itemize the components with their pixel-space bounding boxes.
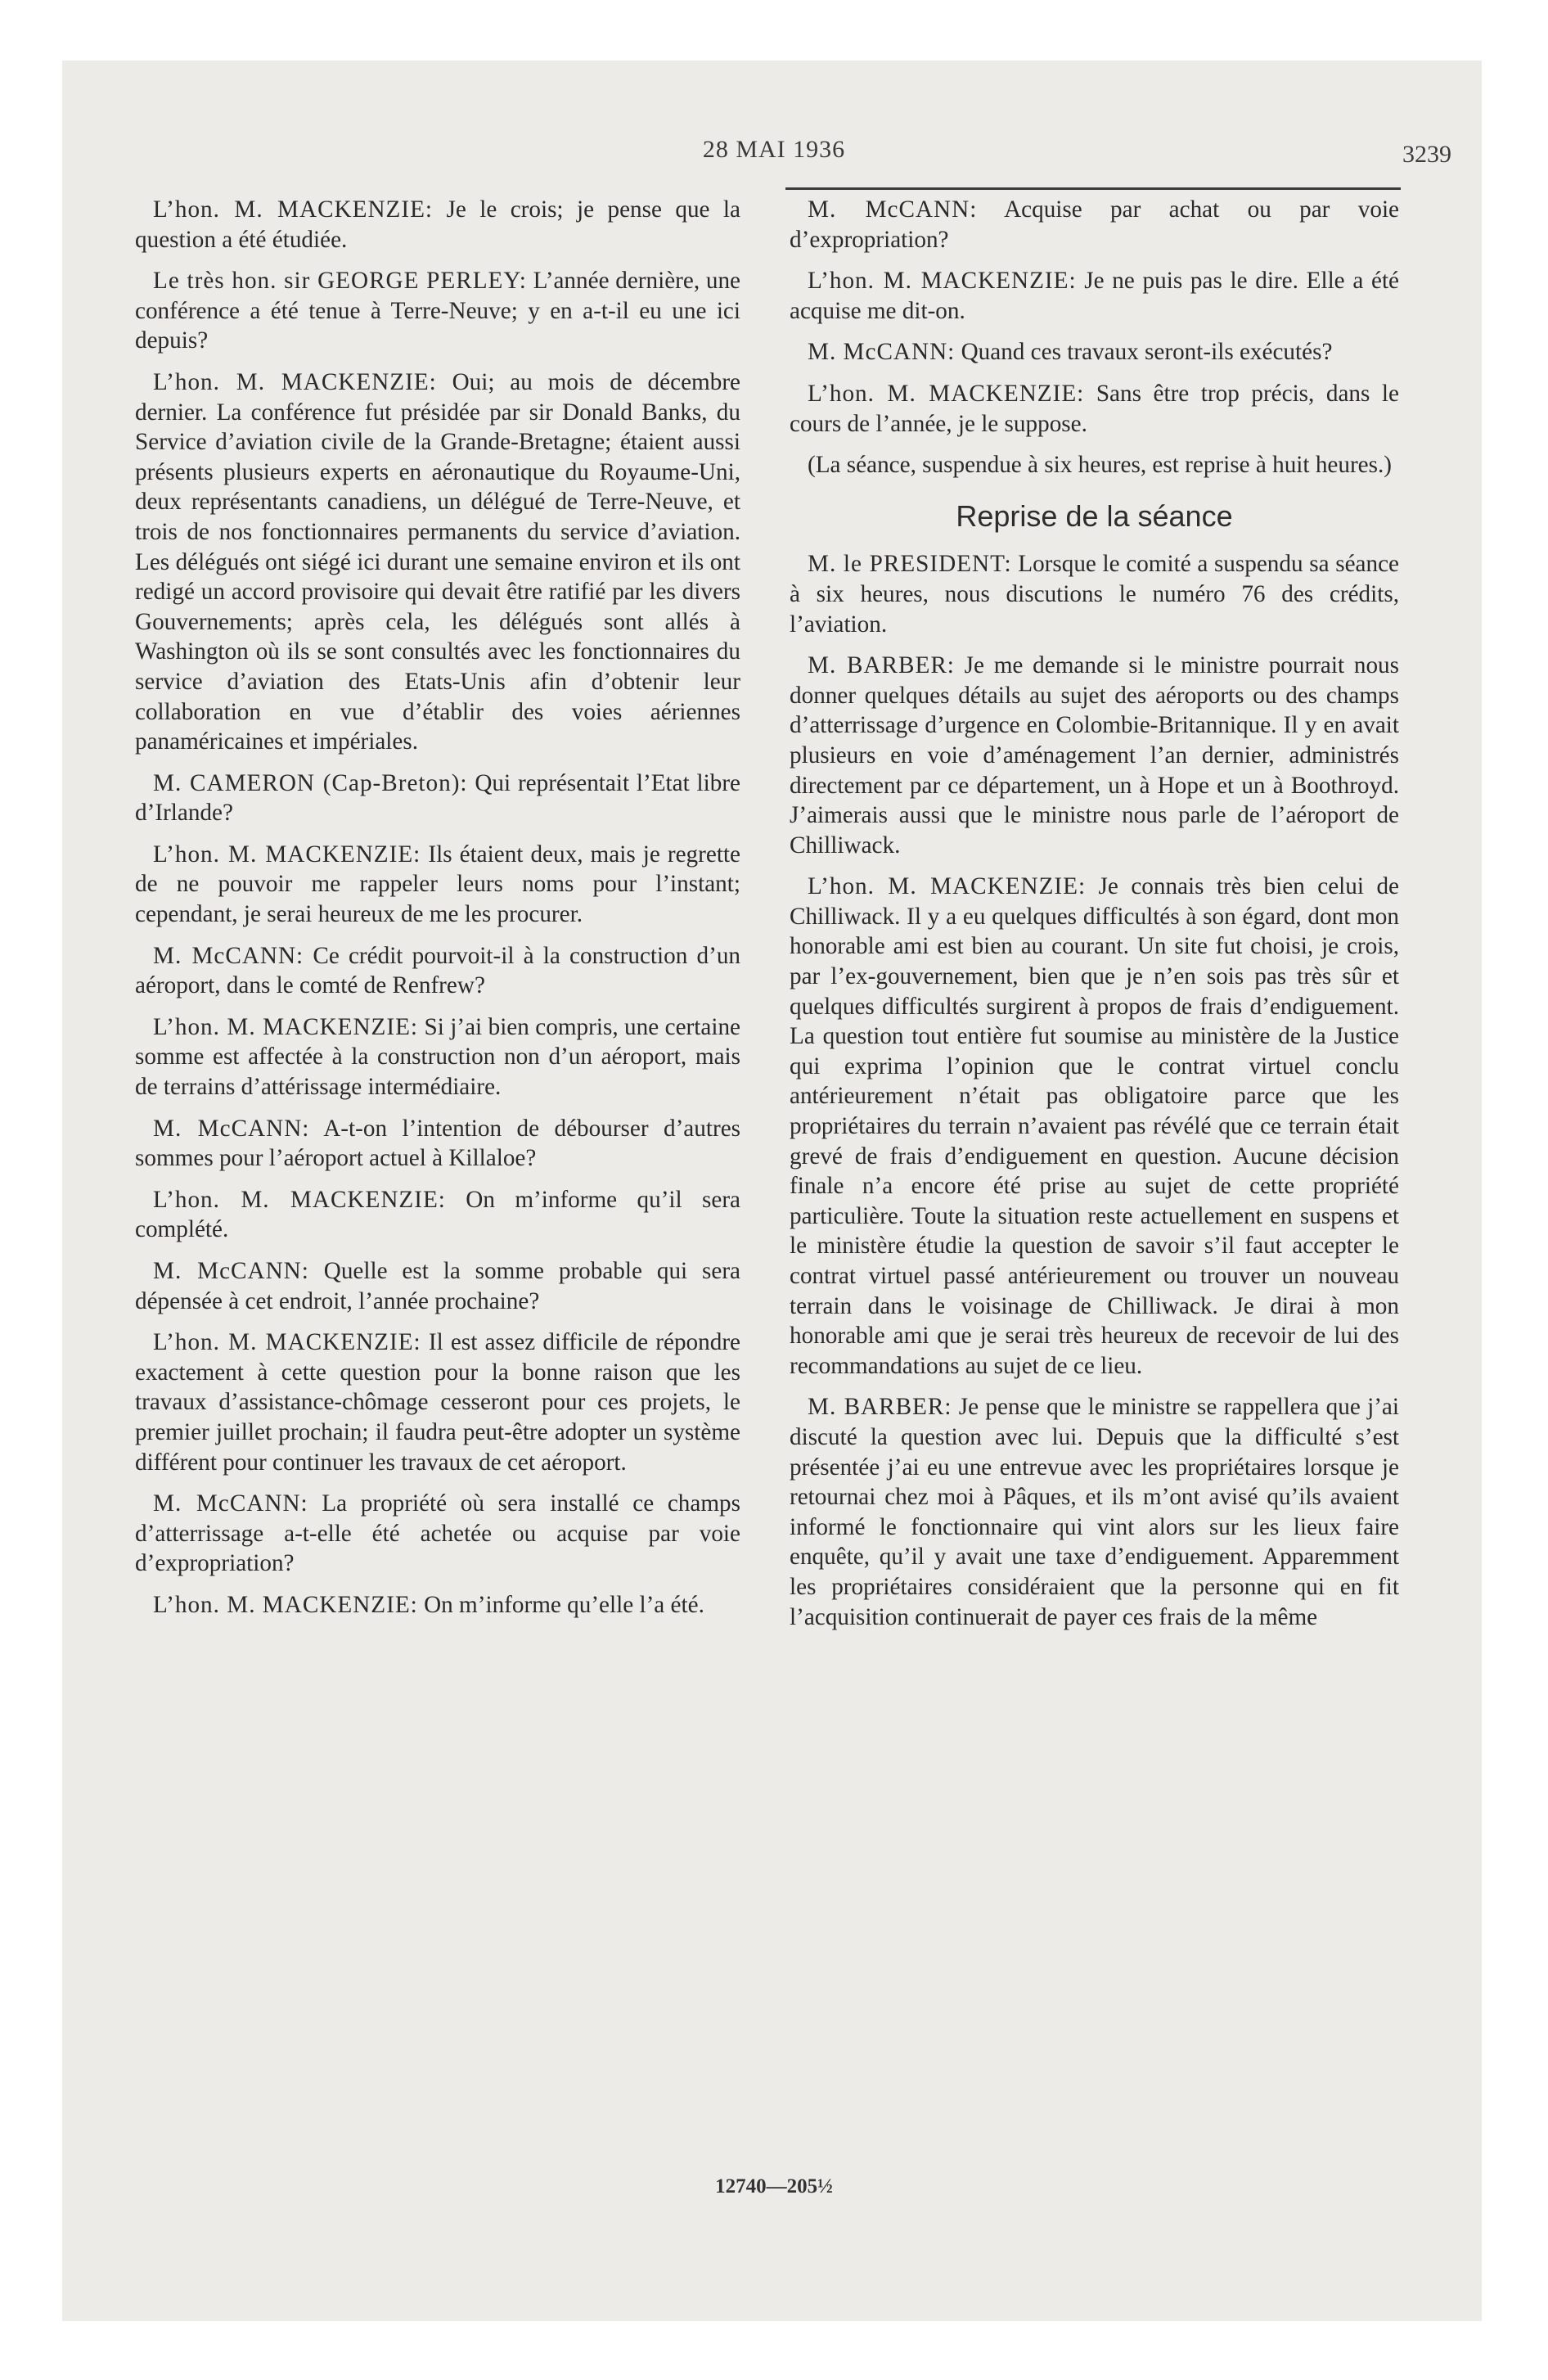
paragraph-text: Je ne puis pas le dire. Elle a été acquise me dit-on.	[790, 268, 1400, 324]
speaker: M. McCANN:	[808, 196, 978, 223]
paragraph	[135, 367, 740, 757]
speaker: L’hon. M. MACKENZIE:	[808, 873, 1087, 900]
speaker: L’hon. M. MACKENZIE:	[153, 1329, 421, 1356]
speaker: L’hon. M. MACKENZIE:	[153, 841, 421, 868]
paragraph	[135, 1185, 740, 1245]
paragraph	[135, 941, 740, 1001]
paragraph	[135, 1489, 740, 1579]
paragraph-text: La propriété où sera installé ce champs d’atterrissage a-t-elle été achetée ou acquise par voie d’expropriation?	[135, 1490, 740, 1577]
paragraph	[135, 840, 740, 930]
speaker: L’hon. M. MACKENZIE:	[153, 1186, 446, 1213]
speaker: L’hon. M. MACKENZIE:	[808, 380, 1085, 407]
speaker: Le très hon. sir GEORGE PERLEY:	[153, 268, 527, 295]
paragraph-text: Je pense que le ministre se rappellera que j’ai discuté la question avec lui. Depuis que la difficulté s’est présentée j’ai eu une entrevue avec les propriétaires lorsque je retournai chez moi à Pâques, et ils m’ont avisé qu’ils avaient informé le fonctionnaire qui vint alors sur les lieux faire enquête, qu’il y avait une taxe d’endiguement. Apparemment les propriétaires considéraient que la personne qui en fit l’acquisition continuerait de payer ces frais de la même	[790, 1394, 1399, 1630]
paragraph-text: A-t-on l’intention de débourser d’autres sommes pour l’aéroport actuel à Killaloe?	[135, 1115, 741, 1172]
paragraph-text: Sans être trop précis, dans le cours de l’année, je le suppose.	[790, 380, 1399, 437]
paragraph-text: Quelle est la somme probable qui sera dépensée à cet endroit, l’année prochaine?	[135, 1258, 741, 1314]
paragraph-text: Quand ces travaux seront-ils exécutés?	[955, 339, 1333, 366]
paragraph-text: Acquise par achat ou par voie d’expropriation?	[790, 196, 1400, 253]
paragraph-text: Je le crois; je pense que la question a été étudiée.	[135, 196, 740, 253]
header-rule	[785, 187, 1401, 190]
speaker: M. BARBER:	[808, 652, 955, 679]
paragraph	[790, 651, 1399, 860]
speaker: L’hon. M. MACKENZIE:	[153, 1591, 418, 1618]
speaker: M. McCANN:	[153, 1258, 309, 1284]
footer-signature: 12740—205½	[715, 2175, 833, 2197]
paragraph-text: Oui; au mois de décembre dernier. La conférence fut présidée par sir Donald Banks, du Service d’aviation civile de la Grande-Bretagne; étaient aussi présents plusieurs experts en aéronautique du Royaume-Uni, deux représentants canadiens, un délégué de Terre-Neuve, et trois de nos fonctionnaires permanents du service d’aviation. Les délégués ont siégé ici durant une semaine environ et ils ont redigé un accord provisoire qui devait être ratifié par les divers Gouvernements; après cela, les délégués sont allés à Washington où ils se sont consultés avec les fonctionnaires du service d’aviation des Etats-Unis afin d’obtenir leur collaboration en vue d’établir des voies aériennes panaméricaines et impériales.	[135, 368, 740, 755]
page-number: 3239	[1402, 141, 1451, 168]
speaker: M. BARBER:	[808, 1394, 952, 1421]
speaker: M. McCANN:	[153, 942, 304, 969]
speaker: L’hon. M. MACKENZIE:	[153, 368, 437, 395]
paragraph	[790, 549, 1399, 639]
paragraph	[135, 769, 740, 828]
paragraph	[790, 872, 1399, 1381]
paragraph	[790, 195, 1399, 255]
paragraph	[790, 450, 1399, 480]
paragraph-text: On m’informe qu’il sera complété.	[135, 1186, 740, 1243]
paragraph-text: Si j’ai bien compris, une certaine somme est affectée à la construction non d’un aéroport, mais de terrains d’attérissage intermédiaire.	[135, 1013, 740, 1101]
speaker: M. McCANN:	[153, 1490, 308, 1517]
left-column	[135, 195, 740, 1632]
paragraph-text: Ils étaient deux, mais je regrette de ne pouvoir me rappeler leurs noms pour l’instant; cependant, je serai heureux de me les procurer.	[135, 841, 740, 928]
paragraph	[790, 266, 1399, 326]
paragraph	[135, 266, 740, 356]
paragraph-text: Il est assez difficile de répondre exactement à cette question pour la bonne raison que les travaux d’assistance-chômage cesseront pour ces projets, le premier juillet prochain; il faudra peut-être adopter un système différent pour continuer les travaux de cet aéroport.	[135, 1329, 740, 1476]
speaker: M. le PRESIDENT:	[808, 551, 1012, 578]
paragraph	[135, 1327, 740, 1477]
page-date: 28 MAI 1936	[702, 136, 846, 163]
paragraph-text: L’année dernière, une conférence a été tenue à Terre-Neuve; y en a-t-il eu une ici depuis?	[135, 268, 741, 354]
paragraph	[135, 195, 740, 255]
paragraph-text: Ce crédit pourvoit-il à la construction d’un aéroport, dans le comté de Renfrew?	[135, 942, 741, 999]
speaker: L’hon. M. MACKENZIE:	[153, 196, 434, 223]
paragraph	[135, 1114, 740, 1174]
speaker: L’hon. M. MACKENZIE:	[808, 268, 1077, 295]
section-heading: Reprise de la séance	[956, 498, 1233, 533]
paragraph	[135, 1012, 740, 1102]
paragraph	[135, 1256, 740, 1316]
speaker: M. CAMERON (Cap-Breton):	[153, 769, 468, 796]
paragraph-text: On m’informe qu’elle l’a été.	[417, 1591, 704, 1618]
paragraph	[790, 337, 1399, 367]
speaker: M. McCANN:	[808, 339, 956, 366]
right-column	[790, 195, 1399, 1643]
paragraph-text: Je me demande si le ministre pourrait nous donner quelques détails au sujet des aéroports ou des champs d’atterrissage d’urgence en Colombie-Britannique. Il y en avait plusieurs en voie d’aménagement l’an dernier, administrés directement par ce département, un à Hope et un à Boothroyd. J’aimerais aussi que le ministre nous parle de l’aéroport de Chilliwack.	[790, 652, 1400, 859]
paragraph-text: Qui représentait l’Etat libre d’Irlande?	[135, 769, 740, 827]
paragraph-text: Lorsque le comité a suspendu sa séance à six heures, nous discutions le numéro 76 des crédits, l’aviation.	[790, 551, 1399, 638]
paragraph	[135, 1590, 740, 1620]
speaker: L’hon. M. MACKENZIE:	[153, 1013, 419, 1040]
paragraph	[790, 379, 1399, 439]
paragraph	[790, 1392, 1399, 1632]
speaker: M. McCANN:	[153, 1115, 310, 1142]
paragraph-text: Je connais très bien celui de Chilliwack. Il y a eu quelques difficultés à son égard, dont mon honorable ami est bien au courant. Un site fut choisi, je crois, par l’ex-gouvernement, bien que je n’en sois pas très sûr et quelques difficultés surgirent à propos de frais d’endiguement. La question tout entière fut soumise au ministère de la Justice qui exprima l’opinion que le contrat virtuel conclu antérieurement n’était pas obligatoire parce que les propriétaires du terrain n’avaient pas révélé que ce terrain était grevé de frais d’endiguement en question. Aucune décision finale n’a encore été prise au sujet de cette propriété particulière. Toute la situation reste actuellement en suspens et le ministère étudie la question de savoir s’il faut accepter le contrat virtuel passé antérieurement ou trouver un nouveau terrain dans le voisinage de Chilliwack. Je dirai à mon honorable ami que je serai très heureux de recevoir de lui des recommandations au sujet de ce lieu.	[790, 873, 1399, 1379]
paragraph-text: (La séance, suspendue à six heures, est reprise à huit heures.)	[808, 452, 1393, 479]
